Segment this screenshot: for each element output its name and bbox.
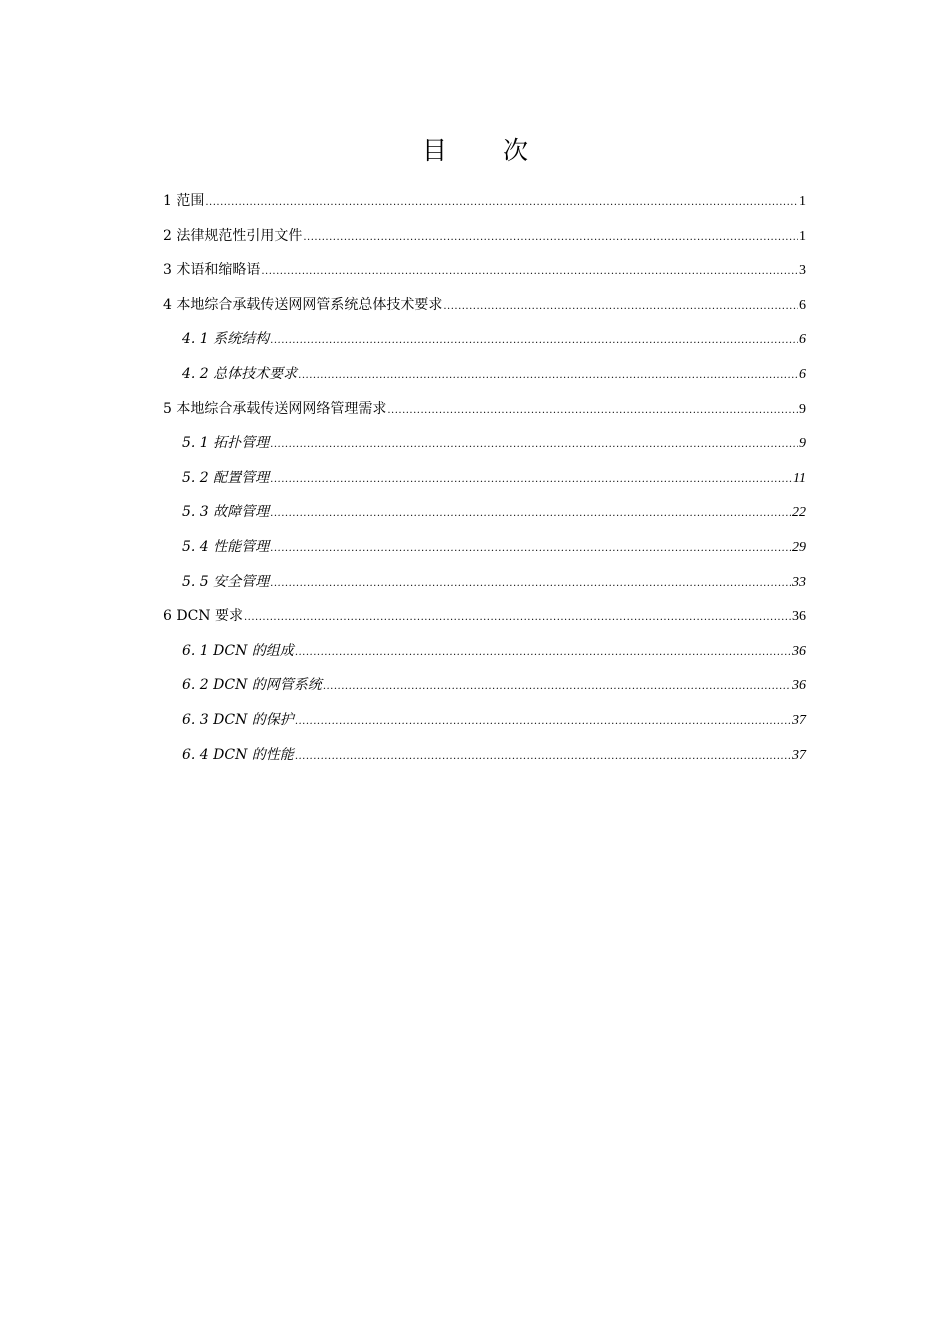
toc-page-number: 6 — [799, 297, 806, 313]
toc-dot-leader — [295, 707, 791, 737]
toc-list — [163, 186, 806, 774]
toc-entry-label: 6. 3 DCN 的保护 — [182, 711, 294, 728]
toc-page-number: 37 — [792, 747, 806, 763]
toc-page-number: 9 — [799, 401, 806, 417]
toc-dot-leader — [270, 534, 791, 564]
toc-entry-label: 4. 1 系统结构 — [182, 331, 270, 348]
toc-entry-label: 3 术语和缩略语 — [163, 262, 261, 279]
toc-entry-label: 4. 2 总体技术要求 — [182, 365, 298, 382]
toc-entry-6-4[interactable] — [163, 740, 806, 775]
toc-dot-leader — [323, 672, 791, 702]
toc-title: 目 次 — [422, 136, 552, 165]
toc-entry-6-1[interactable] — [163, 636, 806, 671]
toc-entry-label: 5. 2 配置管理 — [182, 469, 270, 486]
toc-page-number: 36 — [792, 678, 806, 694]
toc-page-number: 9 — [799, 436, 806, 452]
toc-page-number: 3 — [799, 263, 806, 279]
toc-entry-label: 4 本地综合承载传送网网管系统总体技术要求 — [163, 296, 443, 313]
toc-entry-label: 2 法律规范性引用文件 — [163, 227, 303, 244]
toc-dot-leader — [295, 742, 791, 772]
toc-page-number: 22 — [792, 505, 806, 521]
toc-entry-label: 1 范围 — [163, 193, 205, 209]
toc-dot-leader — [261, 257, 798, 287]
toc-entry-2[interactable] — [163, 221, 806, 256]
toc-entry-5-1[interactable] — [163, 428, 806, 463]
toc-dot-leader — [270, 326, 798, 356]
toc-page-number: 6 — [799, 366, 806, 382]
toc-page-number: 36 — [792, 609, 806, 625]
toc-entry-1[interactable] — [163, 186, 806, 221]
toc-dot-leader — [244, 603, 791, 633]
toc-entry-4-1[interactable] — [163, 324, 806, 359]
toc-page-number: 33 — [792, 574, 806, 590]
toc-entry-4-2[interactable] — [163, 359, 806, 394]
toc-entry-label: 5. 5 安全管理 — [182, 573, 270, 590]
toc-entry-3[interactable] — [163, 255, 806, 290]
toc-entry-5-3[interactable] — [163, 497, 806, 532]
toc-dot-leader — [270, 499, 791, 529]
toc-dot-leader — [270, 430, 798, 460]
toc-dot-leader — [270, 465, 792, 495]
toc-dot-leader — [443, 292, 798, 322]
toc-page-number: 37 — [792, 712, 806, 728]
toc-dot-leader — [303, 223, 798, 253]
toc-dot-leader — [298, 361, 798, 391]
toc-entry-5-2[interactable] — [163, 463, 806, 498]
toc-entry-label: 6 DCN 要求 — [163, 608, 243, 625]
toc-entry-label: 6. 2 DCN 的网管系统 — [182, 677, 322, 694]
toc-entry-6-2[interactable] — [163, 670, 806, 705]
toc-entry-6[interactable] — [163, 601, 806, 636]
toc-dot-leader — [270, 569, 791, 599]
toc-entry-5[interactable] — [163, 394, 806, 429]
toc-page-number: 29 — [792, 539, 806, 555]
toc-entry-label: 5. 1 拓扑管理 — [182, 435, 270, 452]
toc-dot-leader — [295, 638, 791, 668]
toc-entry-label: 5. 4 性能管理 — [182, 538, 270, 555]
toc-page-number: 6 — [799, 332, 806, 348]
toc-entry-label: 5. 3 故障管理 — [182, 504, 270, 521]
toc-entry-label: 5 本地综合承载传送网网络管理需求 — [163, 400, 387, 417]
toc-entry-5-4[interactable] — [163, 532, 806, 567]
toc-dot-leader — [387, 396, 798, 426]
toc-entry-label: 6. 4 DCN 的性能 — [182, 746, 294, 763]
toc-entry-5-5[interactable] — [163, 567, 806, 602]
toc-dot-leader — [205, 188, 798, 218]
toc-entry-6-3[interactable] — [163, 705, 806, 740]
toc-entry-4[interactable] — [163, 290, 806, 325]
toc-page-number: 36 — [792, 643, 806, 659]
toc-page-number: 1 — [799, 228, 806, 244]
toc-entry-label: 6. 1 DCN 的组成 — [182, 642, 294, 659]
toc-page-number: 11 — [793, 470, 806, 486]
toc-page-number: 1 — [799, 194, 806, 209]
